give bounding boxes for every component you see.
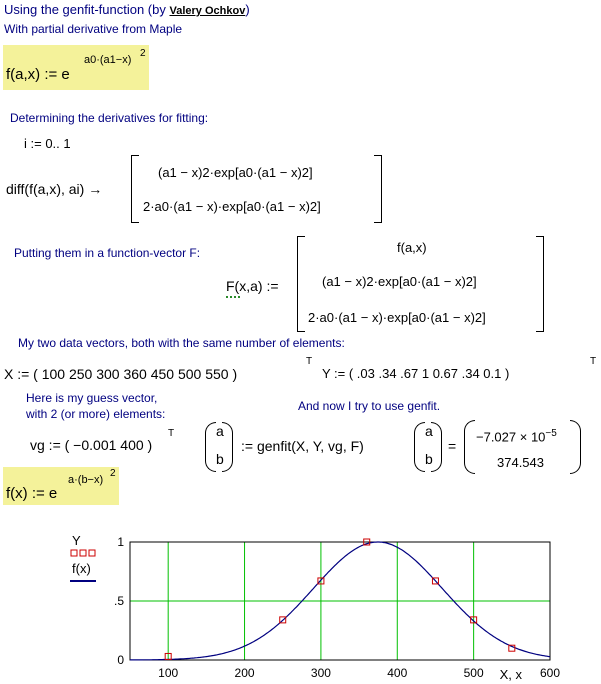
formula2-exponent: a·(b−x) xyxy=(68,474,104,486)
F-bracket-left xyxy=(297,236,305,332)
x-tick-label: 200 xyxy=(234,666,255,680)
subtitle: With partial derivative from Maple xyxy=(4,22,183,36)
text-function-vector: Putting them in a function-vector F: xyxy=(14,246,201,260)
result-a-mantissa: −7.027 × 10 xyxy=(476,429,546,445)
text-guess1: Here is my guess vector, xyxy=(26,391,158,405)
legend-y-label: Y xyxy=(72,533,81,548)
formula1-exponent: a0·(a1−x) xyxy=(84,54,132,66)
formula1-square: 2 xyxy=(140,48,146,59)
Y-transpose: T xyxy=(590,356,597,367)
x-tick-label: 300 xyxy=(310,666,331,680)
page-title xyxy=(4,2,250,17)
legend-f-line xyxy=(70,580,96,582)
title-close: ) xyxy=(245,2,250,17)
x-tick-label: 100 xyxy=(158,666,179,680)
genfit-paren-left xyxy=(205,422,216,472)
result-label-b: b xyxy=(425,451,433,467)
genfit-a: a xyxy=(216,423,224,439)
diff-bracket-left xyxy=(131,155,139,223)
chart-grid xyxy=(130,542,550,660)
title-text: Using the genfit-function (by xyxy=(4,2,170,17)
diff-lhs[interactable]: diff(f(a,x), ai) → xyxy=(6,181,103,197)
x-axis-label: X, x xyxy=(499,667,522,682)
genfit-rhs[interactable]: := genfit(X, Y, vg, F) xyxy=(241,438,364,454)
F-squiggle xyxy=(226,296,240,298)
result-label-a: a xyxy=(425,423,433,439)
result-equals: = xyxy=(448,438,457,454)
result-b: 374.543 xyxy=(497,455,544,470)
result-a xyxy=(476,428,557,444)
formula2[interactable]: f(x) := e xyxy=(6,485,58,502)
text-derivatives: Determining the derivatives for fitting: xyxy=(10,111,209,125)
diff-row2: 2·a0·(a1 − x)·exp[a0·(a1 − x)2] xyxy=(143,199,321,214)
vg-def[interactable]: vg := ( −0.001 400 ) xyxy=(30,437,153,453)
F-row0: f(a,x) xyxy=(397,240,427,255)
diff-bracket-right xyxy=(374,155,382,223)
y-tick-label: .5 xyxy=(113,594,124,608)
vg-transpose: T xyxy=(168,428,175,439)
text-data-vectors: My two data vectors, both with the same number of elements: xyxy=(18,336,345,350)
formula1[interactable] xyxy=(6,66,70,83)
fit-chart[interactable] xyxy=(100,528,580,684)
data-points xyxy=(165,539,515,659)
x-tick-label: 600 xyxy=(539,666,561,680)
x-tick-label: 400 xyxy=(387,666,408,680)
X-transpose: T xyxy=(306,356,313,367)
result-ab-paren-left xyxy=(414,422,425,472)
legend-y-markers xyxy=(70,549,98,559)
Y-def[interactable]: Y := ( .03 .34 .67 1 0.67 .34 0.1 ) xyxy=(322,366,510,381)
X-def[interactable]: X := ( 100 250 300 360 450 500 550 ) xyxy=(4,366,238,382)
x-tick-label: 500 xyxy=(463,666,484,680)
F-row1: (a1 − x)2·exp[a0·(a1 − x)2] xyxy=(322,274,477,289)
text-guess2: with 2 (or more) elements: xyxy=(26,407,166,421)
formula2-square: 2 xyxy=(110,468,116,479)
genfit-b: b xyxy=(216,451,224,467)
F-lhs[interactable]: F(x,a) := xyxy=(226,278,279,294)
y-tick-labels xyxy=(114,535,124,667)
y-tick-label: 0 xyxy=(117,653,124,667)
range-def[interactable]: i := 0.. 1 xyxy=(24,136,71,151)
author-link[interactable]: Valery Ochkov xyxy=(169,5,246,17)
result-paren-right xyxy=(570,420,581,474)
result-a-exponent: −5 xyxy=(545,428,557,439)
F-row2: 2·a0·(a1 − x)·exp[a0·(a1 − x)2] xyxy=(308,310,486,325)
formula1-text: f(a,x) := e xyxy=(6,66,70,83)
text-genfit: And now I try to use genfit. xyxy=(298,399,441,413)
F-bracket-right xyxy=(536,236,544,332)
y-tick-label: 1 xyxy=(117,535,124,549)
result-paren-left xyxy=(464,420,475,474)
diff-row1: (a1 − x)2·exp[a0·(a1 − x)2] xyxy=(158,165,313,180)
legend-f-label: f(x) xyxy=(72,561,91,576)
